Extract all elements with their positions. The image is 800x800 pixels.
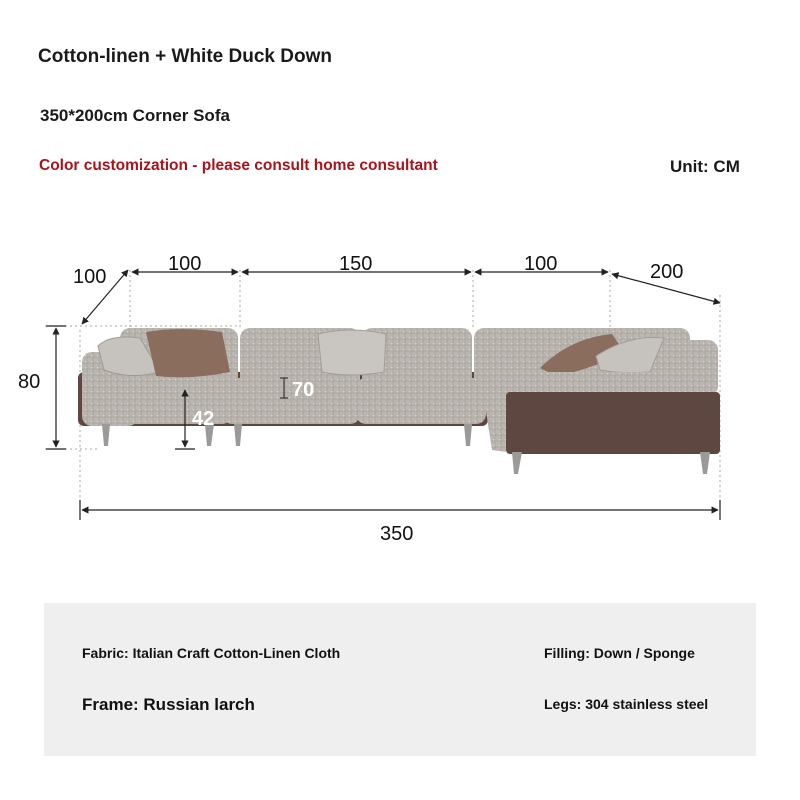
product-title: Cotton-linen + White Duck Down (38, 46, 332, 67)
dim-depth-right: 200 (650, 261, 684, 283)
dim-total-width: 350 (380, 523, 414, 545)
dim-seg-left: 100 (168, 253, 202, 275)
seat-cushion-3 (356, 378, 486, 424)
corner-right-arm (660, 340, 718, 396)
spec-frame: Frame: Russian larch (82, 695, 255, 714)
dim-seat-height: 42 (192, 408, 215, 430)
spec-legs: Legs: 304 stainless steel (544, 696, 709, 712)
dim-seg-middle: 150 (339, 253, 373, 275)
customization-notice: Color customization - please consult home consultant (39, 157, 438, 174)
spec-filling: Filling: Down / Sponge (544, 645, 695, 661)
sofa-illustration (78, 328, 720, 474)
chaise-leather-front (506, 392, 720, 454)
dim-height: 80 (18, 371, 41, 393)
pillow-grey-middle (318, 330, 386, 375)
spec-fabric: Fabric: Italian Craft Cotton-Linen Cloth (82, 645, 341, 661)
unit-label: Unit: CM (670, 157, 740, 176)
seat-cushion-2 (222, 378, 360, 424)
dim-back-height: 70 (292, 379, 315, 401)
dim-depth-left: 100 (73, 266, 107, 288)
pillow-brown (146, 329, 230, 377)
dim-seg-right: 100 (524, 253, 558, 275)
specifications-panel (44, 603, 756, 756)
sofa-dimension-diagram (0, 230, 800, 560)
product-subtitle: 350*200cm Corner Sofa (40, 106, 230, 125)
